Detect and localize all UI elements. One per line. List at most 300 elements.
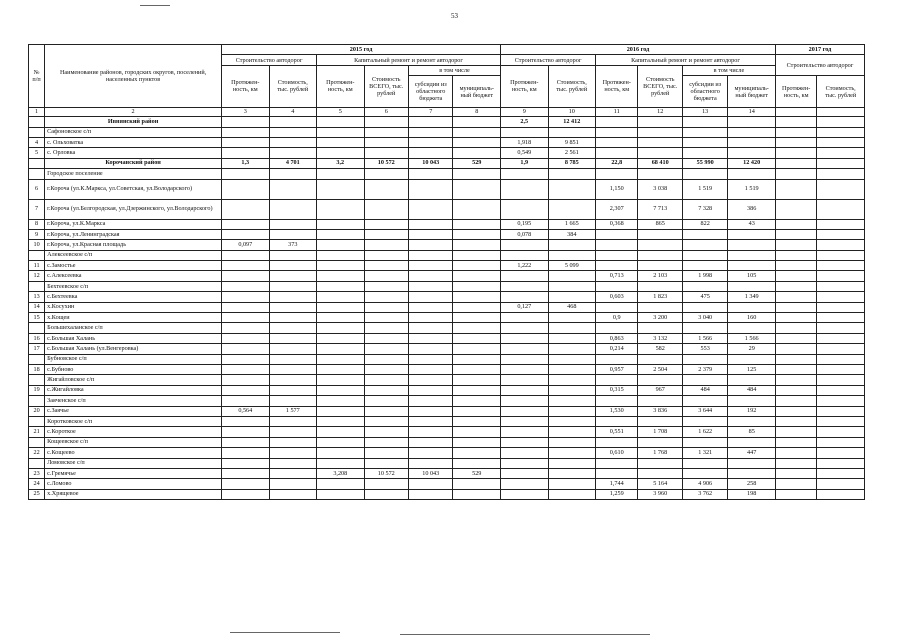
value-cell <box>548 396 596 406</box>
table-row <box>29 240 865 250</box>
value-cell <box>453 344 501 354</box>
value-cell <box>775 271 816 281</box>
value-cell <box>682 375 727 385</box>
value-cell: 1 665 <box>548 219 596 229</box>
value-cell <box>501 169 549 179</box>
value-cell <box>817 240 865 250</box>
value-cell <box>728 148 776 158</box>
value-cell: 12 420 <box>728 158 776 168</box>
value-cell: 0,097 <box>222 240 270 250</box>
row-name: с.Жигайловка <box>45 385 222 395</box>
including-header: в том числе <box>682 65 775 75</box>
value-cell <box>222 199 270 219</box>
value-cell: 0,368 <box>596 219 638 229</box>
value-cell <box>682 323 727 333</box>
value-cell <box>453 229 501 239</box>
value-cell <box>728 302 776 312</box>
value-cell: 198 <box>728 489 776 499</box>
value-cell <box>817 117 865 127</box>
value-cell <box>364 302 408 312</box>
value-cell <box>222 458 270 468</box>
scan-artifact-line <box>400 634 650 635</box>
value-cell <box>638 437 682 447</box>
row-number: 20 <box>29 406 45 416</box>
value-cell <box>682 137 727 147</box>
value-cell: 2,5 <box>501 117 549 127</box>
value-cell <box>817 396 865 406</box>
value-cell <box>817 250 865 260</box>
value-cell <box>409 240 453 250</box>
value-cell <box>682 261 727 271</box>
value-cell <box>501 448 549 458</box>
table-row <box>29 281 865 291</box>
value-cell <box>364 385 408 395</box>
value-cell <box>596 148 638 158</box>
value-cell <box>364 179 408 199</box>
row-number: 19 <box>29 385 45 395</box>
value-cell <box>501 489 549 499</box>
value-cell <box>501 396 549 406</box>
value-cell <box>728 169 776 179</box>
value-cell <box>364 127 408 137</box>
value-cell: 386 <box>728 199 776 219</box>
value-cell <box>728 117 776 127</box>
value-cell <box>775 344 816 354</box>
value-cell <box>317 364 365 374</box>
cost-header: Стоимость, тыс. рублей <box>269 65 317 107</box>
table-row <box>29 448 865 458</box>
value-cell <box>775 333 816 343</box>
value-cell: 2 561 <box>548 148 596 158</box>
value-cell <box>269 375 317 385</box>
value-cell <box>775 323 816 333</box>
value-cell <box>222 479 270 489</box>
row-name: с.Алексеевка <box>45 271 222 281</box>
value-cell <box>775 219 816 229</box>
row-name: х.Хрящевое <box>45 489 222 499</box>
value-cell <box>453 261 501 271</box>
value-cell <box>364 292 408 302</box>
value-cell <box>317 137 365 147</box>
column-index-cell <box>775 108 816 117</box>
row-name: с.Короткое <box>45 427 222 437</box>
value-cell: 3,208 <box>317 468 365 478</box>
value-cell <box>317 489 365 499</box>
column-index-cell: 12 <box>638 108 682 117</box>
table-row <box>29 458 865 468</box>
year-2015-header: 2015 год <box>222 45 501 55</box>
value-cell <box>775 354 816 364</box>
value-cell <box>364 364 408 374</box>
value-cell <box>682 117 727 127</box>
value-cell <box>364 250 408 260</box>
value-cell <box>682 302 727 312</box>
value-cell <box>317 313 365 323</box>
value-cell <box>269 437 317 447</box>
value-cell <box>364 199 408 219</box>
row-name: Заяченское с/п <box>45 396 222 406</box>
value-cell <box>638 281 682 291</box>
value-cell <box>548 313 596 323</box>
value-cell <box>548 375 596 385</box>
value-cell <box>269 396 317 406</box>
column-index-cell: 6 <box>364 108 408 117</box>
value-cell: 3 644 <box>682 406 727 416</box>
value-cell <box>728 250 776 260</box>
value-cell <box>269 364 317 374</box>
value-cell <box>453 240 501 250</box>
value-cell <box>817 375 865 385</box>
value-cell <box>409 448 453 458</box>
value-cell: 1 321 <box>682 448 727 458</box>
value-cell: 8 785 <box>548 158 596 168</box>
value-cell <box>317 333 365 343</box>
table-row <box>29 333 865 343</box>
value-cell: 68 410 <box>638 158 682 168</box>
cost-header: Стоимость, тыс. рублей <box>548 65 596 107</box>
value-cell <box>364 117 408 127</box>
value-cell <box>638 137 682 147</box>
value-cell <box>775 385 816 395</box>
value-cell: 258 <box>728 479 776 489</box>
table-body <box>29 117 865 500</box>
column-index-cell: 11 <box>596 108 638 117</box>
value-cell <box>317 323 365 333</box>
value-cell <box>409 364 453 374</box>
value-cell <box>728 458 776 468</box>
value-cell: 0,9 <box>596 313 638 323</box>
value-cell <box>453 489 501 499</box>
scan-artifact-line <box>140 5 170 6</box>
row-number <box>29 354 45 364</box>
value-cell <box>501 468 549 478</box>
value-cell <box>728 437 776 447</box>
value-cell <box>728 229 776 239</box>
value-cell <box>409 281 453 291</box>
value-cell <box>638 416 682 426</box>
value-cell: 85 <box>728 427 776 437</box>
row-name: с.Кощеево <box>45 448 222 458</box>
table-row <box>29 437 865 447</box>
repair-2015-header: Капитальный ремонт и ремонт автодорог <box>317 55 501 65</box>
value-cell <box>409 148 453 158</box>
value-cell: 447 <box>728 448 776 458</box>
value-cell <box>222 333 270 343</box>
value-cell <box>269 250 317 260</box>
value-cell: 1 519 <box>728 179 776 199</box>
table-row <box>29 406 865 416</box>
value-cell <box>775 281 816 291</box>
value-cell: 468 <box>548 302 596 312</box>
value-cell <box>817 416 865 426</box>
value-cell <box>775 479 816 489</box>
row-name: с.Бехтеевка <box>45 292 222 302</box>
construction-2016-header: Строительство автодорог <box>501 55 596 65</box>
value-cell <box>317 354 365 364</box>
value-cell <box>501 354 549 364</box>
value-cell <box>596 281 638 291</box>
value-cell <box>364 437 408 447</box>
row-number <box>29 396 45 406</box>
value-cell <box>317 458 365 468</box>
value-cell: 43 <box>728 219 776 229</box>
value-cell <box>548 271 596 281</box>
value-cell: 822 <box>682 219 727 229</box>
value-cell <box>596 416 638 426</box>
value-cell: 1,3 <box>222 158 270 168</box>
value-cell <box>682 416 727 426</box>
value-cell <box>222 219 270 229</box>
table-row <box>29 468 865 478</box>
value-cell <box>775 261 816 271</box>
value-cell <box>817 148 865 158</box>
value-cell <box>501 344 549 354</box>
value-cell <box>728 281 776 291</box>
column-index-cell: 7 <box>409 108 453 117</box>
value-cell <box>222 313 270 323</box>
row-number: 13 <box>29 292 45 302</box>
row-number: 9 <box>29 229 45 239</box>
value-cell <box>501 281 549 291</box>
table-row <box>29 292 865 302</box>
value-cell <box>222 117 270 127</box>
value-cell: 475 <box>682 292 727 302</box>
value-cell <box>364 333 408 343</box>
value-cell <box>222 416 270 426</box>
value-cell <box>596 437 638 447</box>
value-cell <box>501 292 549 302</box>
value-cell <box>453 396 501 406</box>
municipal-header: муниципаль-ный бюджет <box>453 76 501 108</box>
value-cell <box>364 489 408 499</box>
row-number <box>29 169 45 179</box>
value-cell <box>548 406 596 416</box>
row-number <box>29 375 45 385</box>
value-cell <box>682 458 727 468</box>
value-cell <box>817 448 865 458</box>
row-number: 10 <box>29 240 45 250</box>
value-cell <box>638 229 682 239</box>
value-cell <box>775 169 816 179</box>
row-number: 11 <box>29 261 45 271</box>
value-cell <box>317 292 365 302</box>
value-cell <box>269 219 317 229</box>
row-name: с.Большая Халань (ул.Венгеровка) <box>45 344 222 354</box>
value-cell <box>269 169 317 179</box>
value-cell <box>548 416 596 426</box>
row-name: с.Замостье <box>45 261 222 271</box>
value-cell <box>638 250 682 260</box>
value-cell: 529 <box>453 468 501 478</box>
value-cell <box>501 416 549 426</box>
value-cell <box>453 292 501 302</box>
value-cell <box>222 261 270 271</box>
table-row <box>29 416 865 426</box>
table-row <box>29 137 865 147</box>
value-cell: 373 <box>269 240 317 250</box>
value-cell: 10 572 <box>364 468 408 478</box>
row-name: Жигайловское с/п <box>45 375 222 385</box>
value-cell <box>364 313 408 323</box>
value-cell <box>364 281 408 291</box>
row-name: Ивнянский район <box>45 117 222 127</box>
value-cell <box>548 344 596 354</box>
table-row <box>29 179 865 199</box>
value-cell <box>501 364 549 374</box>
value-cell <box>222 281 270 291</box>
value-cell <box>269 458 317 468</box>
value-cell <box>548 468 596 478</box>
value-cell <box>453 364 501 374</box>
value-cell <box>222 385 270 395</box>
value-cell: 0,551 <box>596 427 638 437</box>
value-cell <box>453 479 501 489</box>
column-index-cell: 3 <box>222 108 270 117</box>
value-cell <box>596 261 638 271</box>
value-cell: 1 577 <box>269 406 317 416</box>
value-cell <box>409 354 453 364</box>
value-cell <box>364 416 408 426</box>
value-cell <box>453 127 501 137</box>
column-index-cell: 4 <box>269 108 317 117</box>
value-cell: 1,744 <box>596 479 638 489</box>
value-cell <box>269 281 317 291</box>
value-cell: 3 960 <box>638 489 682 499</box>
value-cell <box>269 137 317 147</box>
cost-total-header: Стоимость ВСЕГО, тыс. рублей <box>638 65 682 107</box>
table-row <box>29 396 865 406</box>
row-name: Коротковское с/п <box>45 416 222 426</box>
row-number <box>29 127 45 137</box>
table-row <box>29 385 865 395</box>
value-cell <box>222 137 270 147</box>
value-cell <box>317 169 365 179</box>
value-cell <box>364 169 408 179</box>
value-cell <box>269 302 317 312</box>
value-cell: 2 504 <box>638 364 682 374</box>
value-cell: 384 <box>548 229 596 239</box>
value-cell <box>548 448 596 458</box>
value-cell <box>364 354 408 364</box>
value-cell <box>409 323 453 333</box>
value-cell <box>317 229 365 239</box>
value-cell <box>364 375 408 385</box>
value-cell <box>596 250 638 260</box>
value-cell <box>817 313 865 323</box>
col-name-header: Наименование районов, городских округов, поселений, населенных пунктов <box>45 45 222 108</box>
value-cell <box>682 229 727 239</box>
value-cell <box>596 458 638 468</box>
value-cell: 2 103 <box>638 271 682 281</box>
value-cell <box>409 229 453 239</box>
value-cell: 3 200 <box>638 313 682 323</box>
value-cell <box>817 437 865 447</box>
value-cell <box>453 427 501 437</box>
value-cell <box>548 489 596 499</box>
value-cell <box>222 364 270 374</box>
value-cell: 22,8 <box>596 158 638 168</box>
value-cell: 5 099 <box>548 261 596 271</box>
value-cell: 0,713 <box>596 271 638 281</box>
value-cell <box>817 489 865 499</box>
value-cell <box>364 240 408 250</box>
value-cell: 967 <box>638 385 682 395</box>
value-cell: 0,603 <box>596 292 638 302</box>
row-number: 6 <box>29 179 45 199</box>
value-cell <box>453 437 501 447</box>
value-cell <box>817 344 865 354</box>
value-cell <box>453 323 501 333</box>
row-name: х.Косухин <box>45 302 222 312</box>
length-header: Протяжен-ность, км <box>222 65 270 107</box>
value-cell <box>817 158 865 168</box>
value-cell <box>682 250 727 260</box>
value-cell <box>682 240 727 250</box>
value-cell <box>682 148 727 158</box>
table-row <box>29 169 865 179</box>
value-cell <box>453 354 501 364</box>
table-row <box>29 117 865 127</box>
value-cell <box>596 375 638 385</box>
value-cell: 553 <box>682 344 727 354</box>
value-cell: 0,078 <box>501 229 549 239</box>
row-name: с.Ломово <box>45 479 222 489</box>
value-cell: 1,222 <box>501 261 549 271</box>
value-cell: 125 <box>728 364 776 374</box>
row-number: 12 <box>29 271 45 281</box>
value-cell <box>817 281 865 291</box>
row-number: 23 <box>29 468 45 478</box>
value-cell <box>364 137 408 147</box>
year-2017-header: 2017 год <box>775 45 864 55</box>
value-cell <box>317 261 365 271</box>
table-row <box>29 302 865 312</box>
value-cell <box>728 396 776 406</box>
column-index-cell: 5 <box>317 108 365 117</box>
value-cell <box>409 406 453 416</box>
value-cell <box>638 240 682 250</box>
value-cell <box>501 240 549 250</box>
value-cell <box>817 458 865 468</box>
row-name: Кощеевское с/п <box>45 437 222 447</box>
table-row <box>29 479 865 489</box>
value-cell <box>817 219 865 229</box>
value-cell <box>817 169 865 179</box>
table-row <box>29 427 865 437</box>
row-number: 21 <box>29 427 45 437</box>
value-cell: 105 <box>728 271 776 281</box>
value-cell <box>453 416 501 426</box>
value-cell <box>269 199 317 219</box>
value-cell <box>638 396 682 406</box>
value-cell <box>453 148 501 158</box>
row-name: Сафоновское с/п <box>45 127 222 137</box>
value-cell <box>501 271 549 281</box>
value-cell <box>775 375 816 385</box>
value-cell: 0,957 <box>596 364 638 374</box>
value-cell <box>317 179 365 199</box>
value-cell <box>596 354 638 364</box>
column-index-cell: 14 <box>728 108 776 117</box>
table-row <box>29 148 865 158</box>
value-cell: 1,9 <box>501 158 549 168</box>
value-cell <box>817 323 865 333</box>
value-cell <box>548 169 596 179</box>
value-cell <box>817 479 865 489</box>
value-cell <box>775 458 816 468</box>
value-cell <box>453 137 501 147</box>
value-cell <box>269 148 317 158</box>
